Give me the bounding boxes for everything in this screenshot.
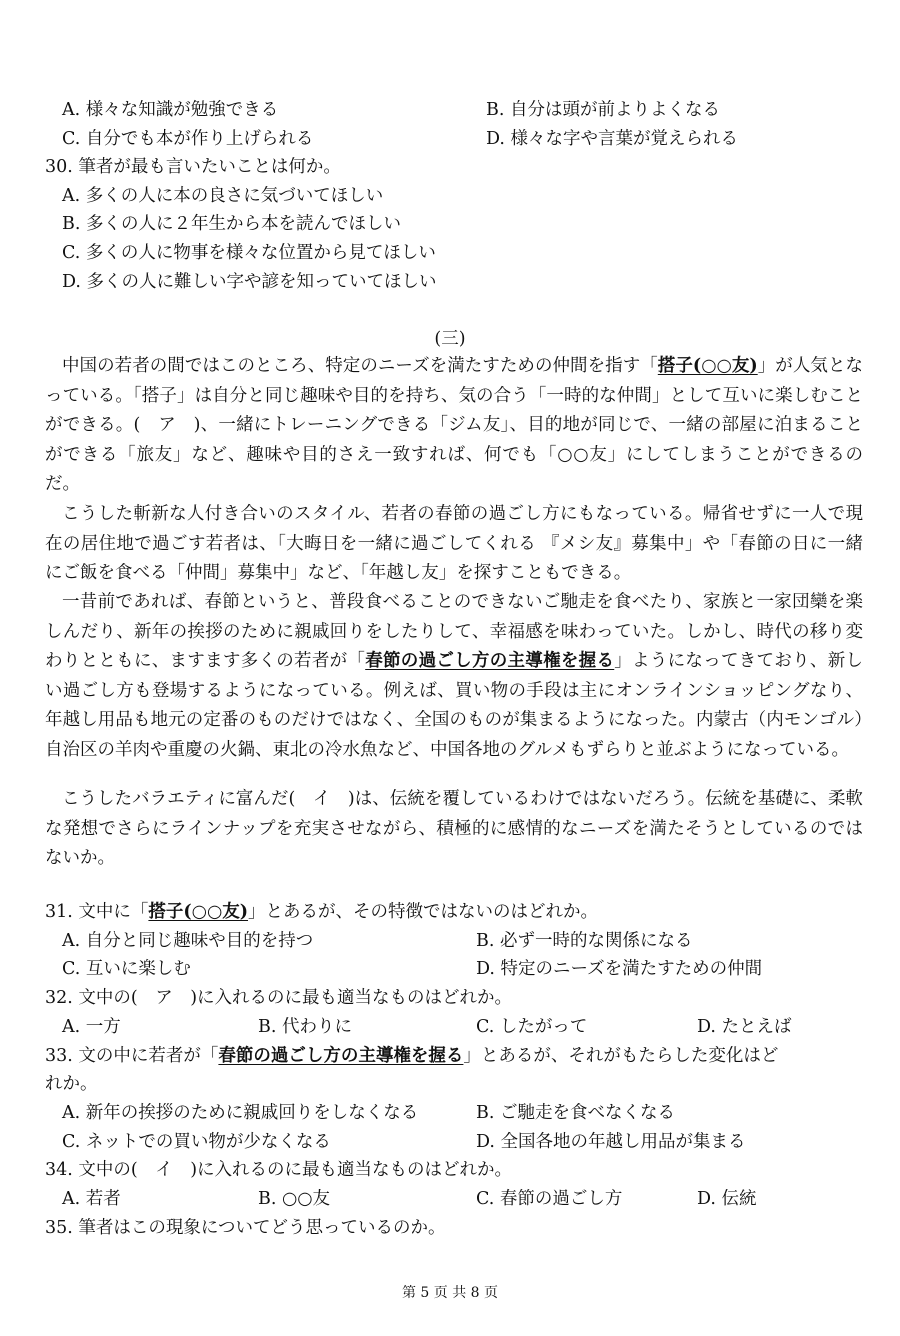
passage-p1-text-2: 」が人気となっている。「搭子」は自分と同じ趣味や目的を持ち、気の合う「一時的な仲間」として互いに楽しむことができる。( ア )、一緒にトレーニングできる「ジム友」、目的地が同じで、一緒の部屋に泊まることができる「旅友」など、趣味や目的さえ一致すれば、何でも「○○友」にしてしまうことができるのだ。 (45, 356, 863, 494)
q30-option-d: D. 多くの人に難しい字や諺を知っていてほしい (62, 272, 437, 292)
q31-option-d: D. 特定のニーズを満たすための仲間 (476, 959, 763, 979)
q29-option-a: A. 様々な知識が勉強できる (62, 100, 279, 120)
section-title: (三) (434, 329, 466, 349)
q34-stem: 34. 文中の( イ )に入れるのに最も適当なものはどれか。 (45, 1160, 513, 1180)
q33-option-a: A. 新年の挨拶のために親戚回りをしなくなる (62, 1103, 419, 1123)
q30-option-b: B. 多くの人に２年生から本を読んでほしい (62, 214, 401, 234)
passage-p3-text-2: 」ようになってきており、新しい過ごし方も登場するようになっている。例えば、買い物の手段は主にオンラインショッピングなり、年越し用品も地元の定番のものだけではなく、全国のものが集まるようになった。内蒙古（内モンゴル）自治区の羊肉や重慶の火鍋、東北の冷水魚など、中国各地のグルメもずらりと並ぶようになっている。 (45, 651, 864, 760)
q34-option-b: B. ○○友 (258, 1189, 331, 1209)
passage-paragraph-1 (45, 352, 863, 500)
q33-stem-line-2: れか。 (45, 1074, 98, 1094)
q33-option-b: B. ご馳走を食べなくなる (476, 1103, 675, 1123)
page-footer: 第 5 页 共 8 页 (401, 1285, 499, 1301)
q30-option-a: A. 多くの人に本の良さに気づいてほしい (62, 186, 384, 206)
q29-option-d: D. 様々な字や言葉が覚えられる (486, 129, 739, 149)
q32-option-a: A. 一方 (62, 1017, 121, 1037)
q34-option-c: C. 春節の過ごし方 (476, 1189, 623, 1209)
q32-stem: 32. 文中の( ア )に入れるのに最も適当なものはどれか。 (45, 988, 513, 1008)
q32-option-d: D. たとえば (697, 1017, 792, 1037)
passage-paragraph-4: こうしたバラエティに富んだ( イ )は、伝統を覆しているわけではないだろう。伝統を基礎に、柔軟な発想でさらにラインナップを充実させながら、積極的に感情的なニーズを満たそうとしているのではないか。 (45, 789, 863, 868)
q29-option-c: C. 自分でも本が作り上げられる (62, 129, 314, 149)
passage-p3-text-1: 一昔前であれば、春節というと、普段食べることのできないご馳走を食べたり、家族と一家団欒を楽しんだり、新年の挨拶のために親戚回りをしたりして、幸福感を味わっていた。しかし、時代の移り変わりとともに、ますます多くの若者が「 (45, 592, 863, 671)
q33-option-c: C. ネットでの買い物が少なくなる (62, 1132, 331, 1152)
q31-stem (45, 901, 598, 923)
q34-option-d: D. 伝統 (697, 1189, 757, 1209)
passage-p1-text-1: 中国の若者の間ではこのところ、特定のニーズを満たすための仲間を指す「 (62, 356, 658, 376)
q31-stem-text-1: 31. 文中に「 (45, 902, 149, 922)
passage-paragraph-2: こうした斬新な人付き合いのスタイル、若者の春節の過ごし方にもなっている。帰省せずに一人で現在の居住地で過ごす若者は、「大晦日を一緒に過ごしてくれる 『メシ友』募集中」や「春節の日に一緒にご飯を食べる「仲間」募集中」など、「年越し友」を探すこともできる。 (45, 504, 863, 583)
q31-stem-underlined: 搭子(○○友) (148, 902, 249, 922)
q33-stem-underlined: 春節の過ごし方の主導権を握る (218, 1046, 464, 1066)
q32-option-b: B. 代わりに (258, 1017, 352, 1037)
q30-option-c: C. 多くの人に物事を様々な位置から見てほしい (62, 243, 436, 263)
q30-stem: 30. 筆者が最も言いたいことは何か。 (45, 157, 341, 177)
q29-option-b: B. 自分は頭が前よりよくなる (486, 100, 720, 120)
q33-stem-text-1: 33. 文の中に若者が「 (45, 1046, 219, 1066)
q31-option-b: B. 必ず一時的な関係になる (476, 931, 693, 951)
passage-paragraph-3 (45, 588, 863, 765)
q31-option-c: C. 互いに楽しむ (62, 959, 191, 979)
q33-option-d: D. 全国各地の年越し用品が集まる (476, 1132, 746, 1152)
passage-p1-underlined: 搭子(○○友) (657, 356, 758, 376)
q31-option-a: A. 自分と同じ趣味や目的を持つ (62, 931, 314, 951)
q33-stem (45, 1045, 778, 1067)
q33-stem-text-2: 」とあるが、それがもたらした変化はど (463, 1046, 779, 1066)
q32-option-c: C. したがって (476, 1017, 588, 1037)
q34-option-a: A. 若者 (62, 1189, 121, 1209)
q31-stem-text-2: 」とあるが、その特徴ではないのはどれか。 (248, 902, 599, 922)
q35-stem: 35. 筆者はこの現象についてどう思っているのか。 (45, 1218, 446, 1238)
passage-p3-underlined: 春節の過ごし方の主導権を握る (365, 651, 615, 671)
